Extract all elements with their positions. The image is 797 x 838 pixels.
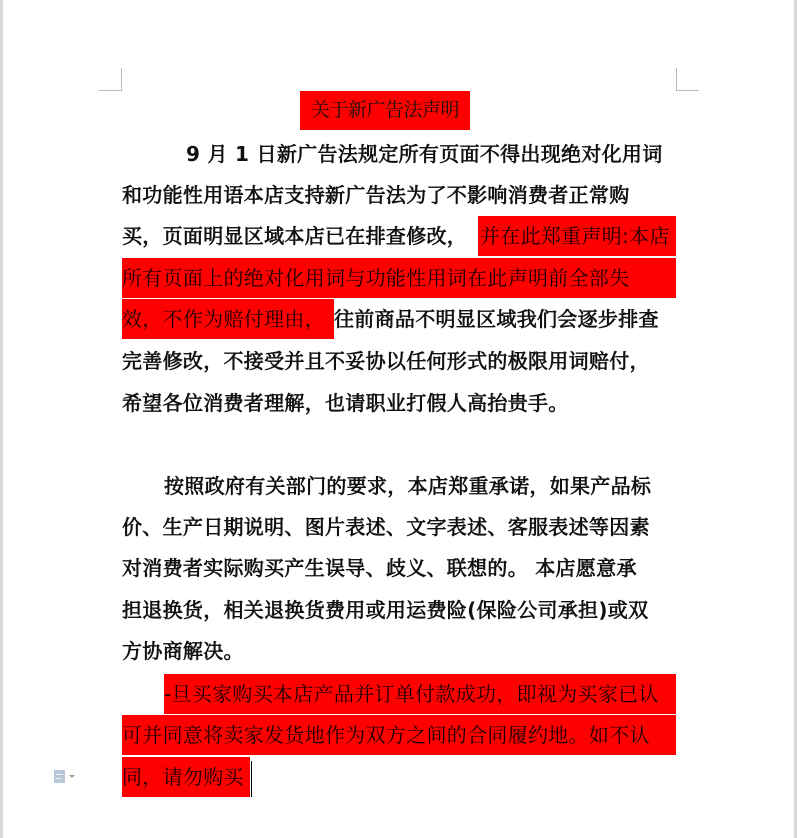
paragraph1-line7[interactable]: 希望各位消费者理解，也请职业打假人高抬贵手。 <box>122 391 569 415</box>
paragraph2-line2[interactable]: 价、生产日期说明、图片表述、文字表述、客服表述等因素 <box>122 515 650 539</box>
paragraph2-line5[interactable]: 方协商解决。 <box>122 639 244 663</box>
paragraph1-line5-plain: 往前商品不明显区域我们会逐步排查 <box>334 307 659 331</box>
paragraph1-line3[interactable] <box>122 216 676 257</box>
paragraph1-line3-plain: 买，页面明显区域本店已在排查修改， <box>122 224 468 248</box>
paragraph1-line5[interactable] <box>122 299 676 340</box>
paragraph1-line6[interactable]: 完善修改，不接受并且不妥协以任何形式的极限用词赔付， <box>122 349 650 373</box>
paragraph1-line1[interactable]: 9 月 1 日新广告法规定所有页面不得出现绝对化用词 <box>186 142 663 166</box>
highlighted-text: 所有页面上的绝对化用词与功能性用词在此声明前全部失 <box>122 258 676 298</box>
highlighted-text: 并在此郑重声明:本店 <box>478 216 676 256</box>
document-icon <box>54 770 65 783</box>
document-title[interactable]: 关于新广告法声明 <box>300 91 470 130</box>
margin-corner-top-right <box>676 68 699 91</box>
highlighted-text: -旦买家购买本店产品并订单付款成功，即视为买家已认 <box>164 674 676 714</box>
highlighted-text: 可并同意将卖家发货地作为双方之间的合同履约地。如不认 <box>122 715 676 755</box>
margin-corner-top-left <box>99 68 122 91</box>
chevron-down-icon <box>69 775 75 778</box>
paragraph2-line1[interactable]: 按照政府有关部门的要求，本店郑重承诺，如果产品标 <box>164 474 652 498</box>
paragraph3-line1[interactable] <box>122 674 676 715</box>
paragraph2-line4[interactable]: 担退换货，相关退换货费用或用运费险(保险公司承担)或双 <box>122 598 649 622</box>
highlighted-text: 同，请勿购买 <box>122 757 250 797</box>
paragraph1-line4[interactable] <box>122 258 676 299</box>
paragraph2-line3[interactable]: 对消费者实际购买产生误导、歧义、联想的。 本店愿意承 <box>122 556 637 580</box>
highlighted-text: 效，不作为赔付理由， <box>122 299 334 339</box>
document-options-button[interactable] <box>54 768 86 784</box>
page-edge-left <box>0 0 3 838</box>
text-cursor <box>251 761 252 797</box>
paragraph3-line3[interactable] <box>122 757 676 798</box>
paragraph1-line2[interactable]: 和功能性用语本店支持新广告法为了不影响消费者正常购 <box>122 183 630 207</box>
paragraph3-line2[interactable] <box>122 715 676 756</box>
